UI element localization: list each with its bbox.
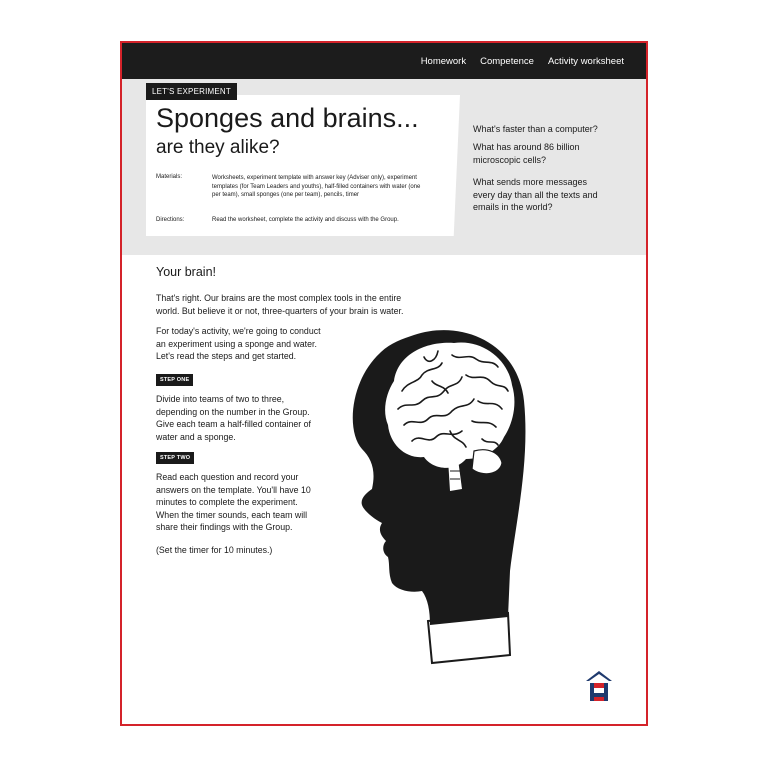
page-subtitle: are they alike? bbox=[156, 137, 280, 158]
section-title: Your brain! bbox=[156, 265, 216, 279]
head-silhouette-illustration bbox=[332, 321, 532, 671]
step-two-label: STEP TWO bbox=[156, 452, 194, 464]
house-logo-icon bbox=[584, 669, 614, 703]
nav-activity-worksheet[interactable]: Activity worksheet bbox=[547, 55, 624, 67]
directions-label: Directions: bbox=[156, 217, 185, 223]
step-one-text: Divide into teams of two to three, depending on the number in the Group. Give each team a half-filled container of water and a sponge. bbox=[156, 394, 312, 442]
materials-text: Worksheets, experiment template with answer key (Adviser only), experiment templates (for Team Leaders and youths), half-filled containers with water (one per team), small sponges (one per team), pencils, timer bbox=[212, 175, 421, 198]
nav-competence[interactable]: Competence bbox=[480, 55, 534, 67]
page-title: Sponges and brains... bbox=[156, 103, 419, 133]
lets-experiment-tag: LET'S EXPERIMENT bbox=[146, 83, 237, 100]
directions-text: Read the worksheet, complete the activity and discuss with the Group. bbox=[212, 217, 399, 223]
step-two-text: Read each question and record your answers on the template. You'll have 10 minutes to complete the experiment. When the timer sounds, each team will share their findings with the Group. bbox=[156, 472, 311, 532]
intro-paragraph: That's right. Our brains are the most complex tools in the entire world. But believe it or not, three-quarters of your brain is water. bbox=[156, 293, 404, 316]
step-one-label: STEP ONE bbox=[156, 374, 193, 386]
nav-menu bbox=[421, 43, 624, 79]
question-2: What has around 86 billion microscopic cells? bbox=[473, 142, 580, 165]
materials-label: Materials: bbox=[156, 174, 183, 180]
question-3: What sends more messages every day than all the texts and emails in the world? bbox=[473, 177, 598, 212]
question-1: What's faster than a computer? bbox=[473, 124, 598, 134]
top-nav-bar bbox=[122, 43, 646, 79]
nav-homework[interactable]: Homework bbox=[420, 55, 467, 67]
timer-note: (Set the timer for 10 minutes.) bbox=[156, 545, 273, 555]
worksheet-page bbox=[120, 41, 648, 726]
activity-paragraph: For today's activity, we're going to conduct an experiment using a sponge and water. Let's read the steps and get started. bbox=[156, 326, 321, 361]
